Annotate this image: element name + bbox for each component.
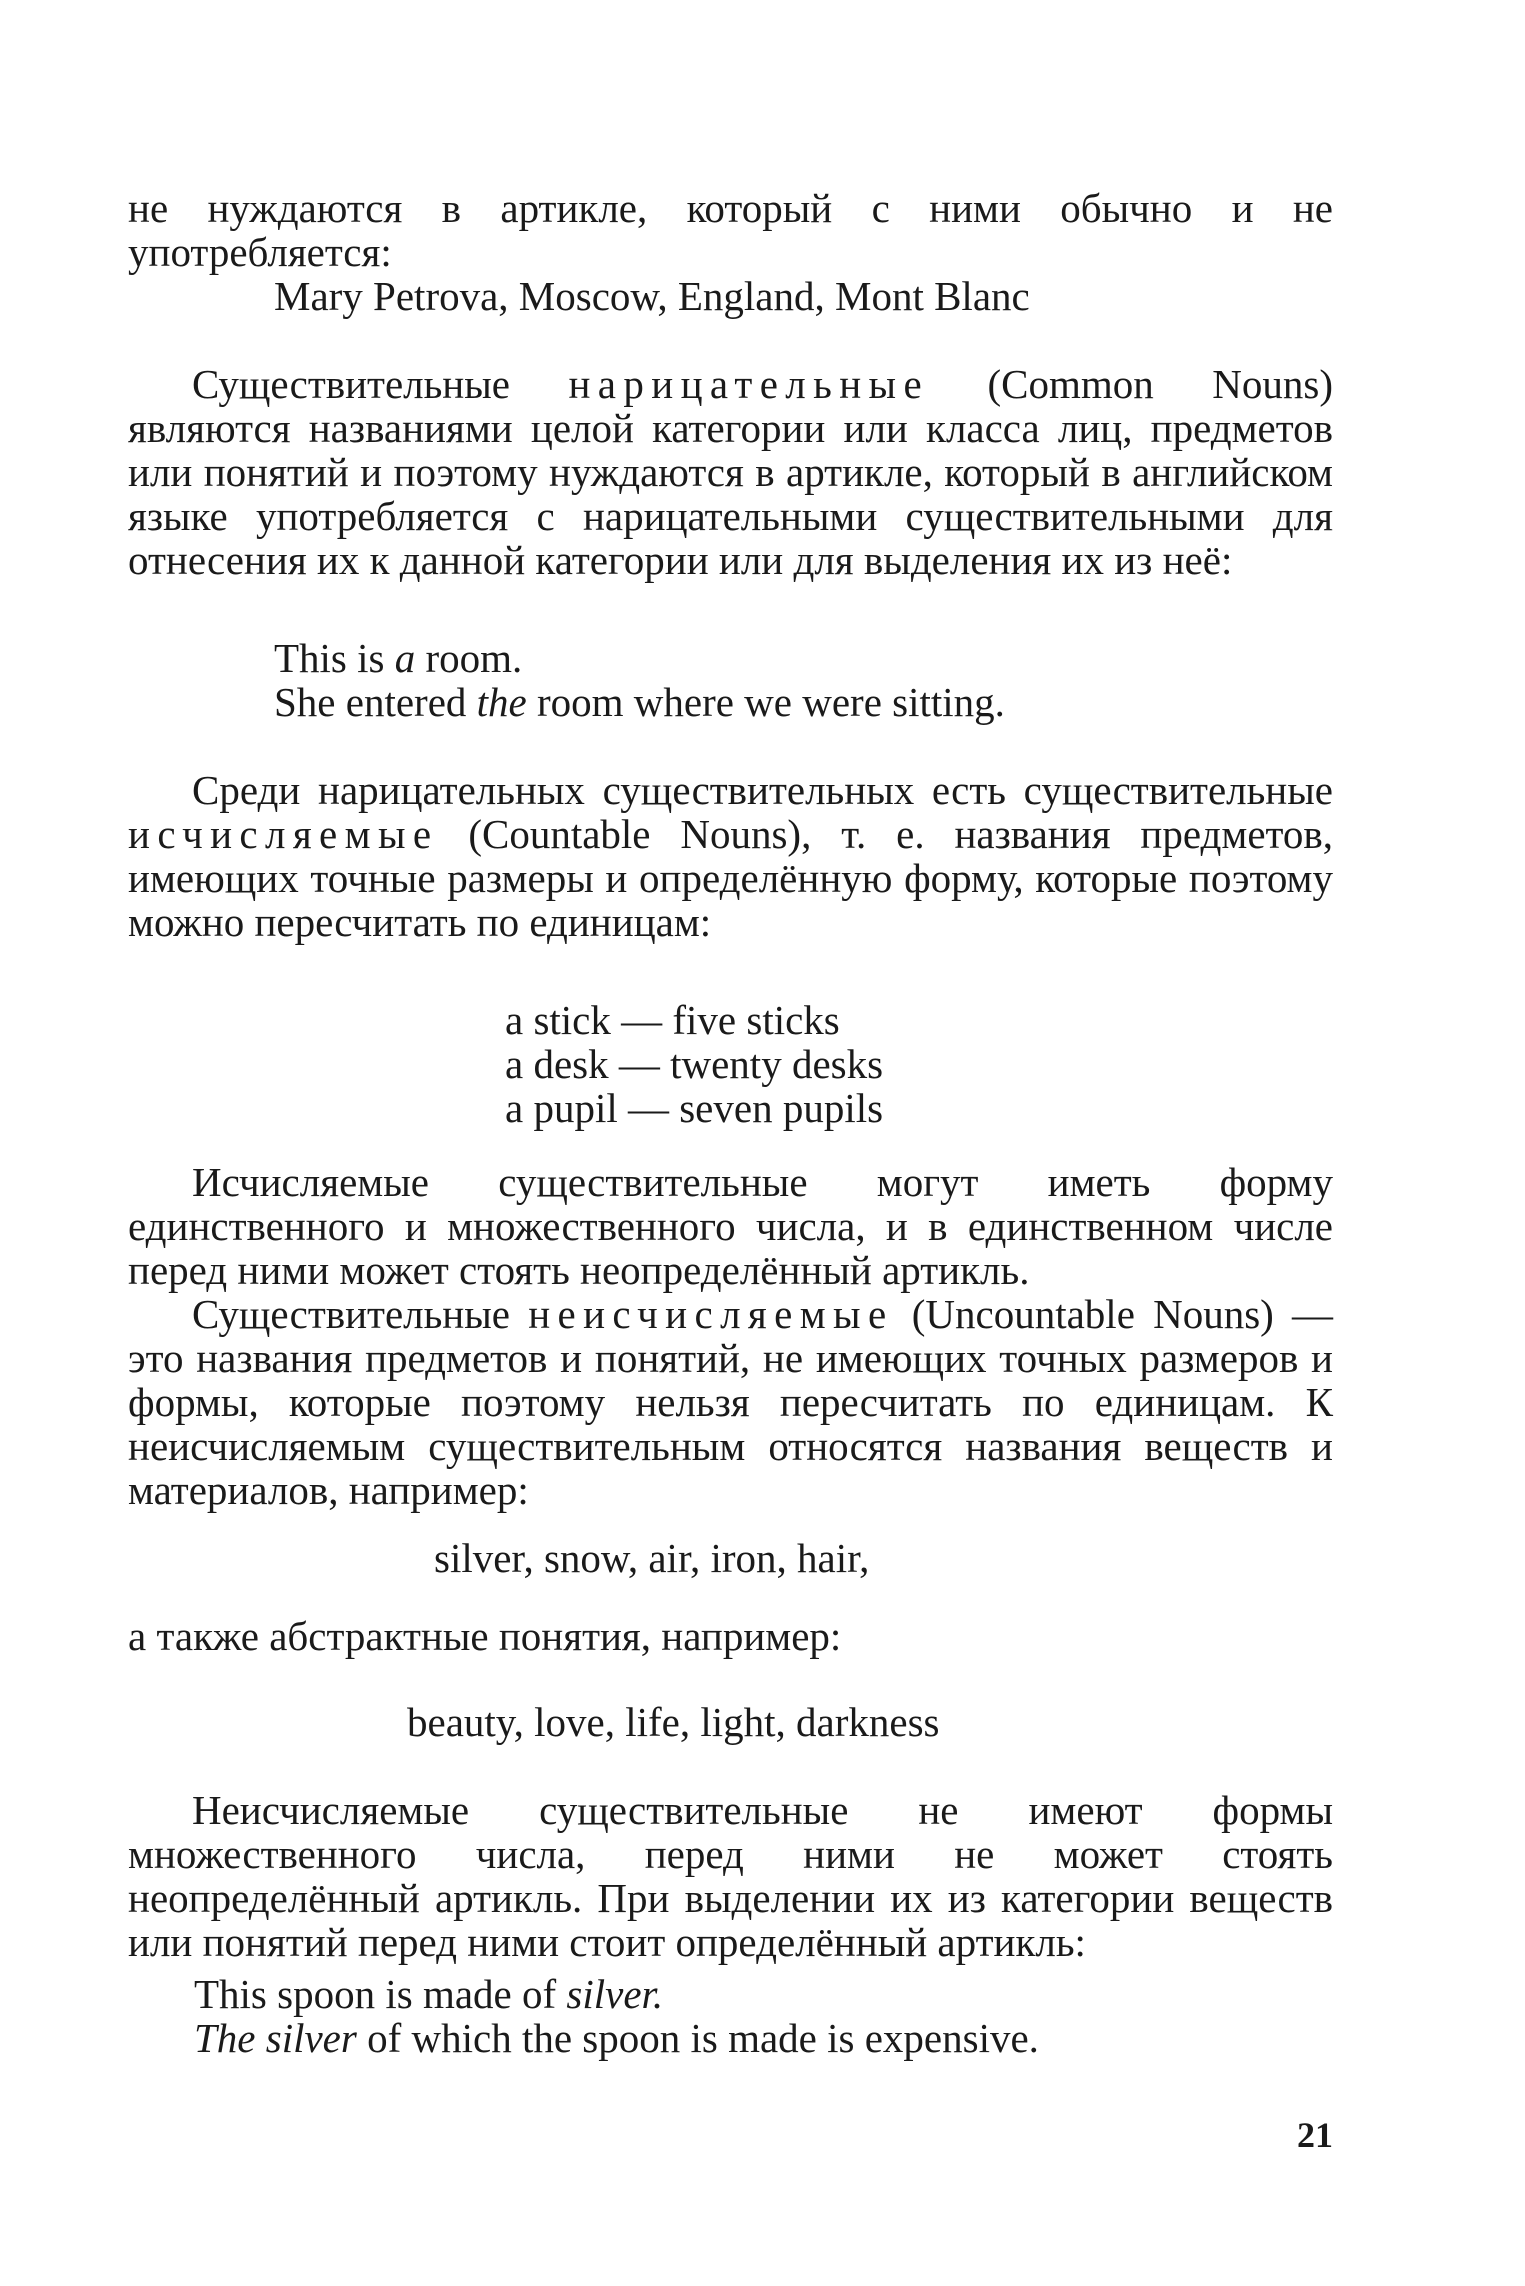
paragraph-abstract-intro: а также абстрактные понятия, например:: [128, 1613, 842, 1659]
example-materials: silver, snow, air, iron, hair,: [434, 1535, 870, 1581]
example-line: a desk — twenty desks: [505, 1041, 884, 1087]
book-page: [128, 0, 1333, 2286]
term-countable: исчисляемые: [128, 811, 439, 857]
page-number: 21: [1297, 2115, 1333, 2155]
example-abstract: beauty, love, life, light, darkness: [407, 1699, 940, 1745]
example-line: She entered the room where we were sitting.: [274, 679, 1005, 725]
term-common: нарицательные: [568, 361, 930, 407]
example-line: a pupil — seven pupils: [505, 1085, 884, 1131]
example-proper-nouns: Mary Petrova, Moscow, England, Mont Blanc: [274, 273, 1030, 319]
example-line: The silver of which the spoon is made is expensive.: [194, 2015, 1039, 2061]
paragraph-uncountable-nouns: Существительные неисчисляемые (Uncountable Nouns) — это названия предметов и понятий, не имеющих точных размеров и формы, которые поэтому нельзя пересчитать по единицам. К неисчисляемым существительным относятся названия веществ и материалов, например:: [128, 1291, 1333, 1513]
example-line: This is a room.: [274, 635, 523, 681]
term-uncountable: неисчисляемые: [528, 1291, 894, 1337]
paragraph-countable-forms: Исчисляемые существительные могут иметь форму единственного и множественного числа, и в единственном числе перед ними может стоять неопределённый артикль.: [128, 1159, 1333, 1293]
example-line: This spoon is made of silver.: [194, 1971, 664, 2017]
paragraph-countable-nouns: Среди нарицательных существительных есть существительные исчисляемые (Countable Nouns), т. е. названия предметов, имеющих точные размеры и определённую форму, которые поэтому можно пересчитать по единицам:: [128, 767, 1333, 945]
paragraph-intro: не нуждаются в артикле, который с ними обычно и не употребляется:: [128, 185, 1333, 275]
paragraph-common-nouns: Существительные нарицательные (Common Nouns) являются названиями целой категории или класса лиц, предметов или понятий и поэтому нуждаются в артикле, который в английском языке употребляется с нарицательными существительными для отнесения их к данной категории или для выделения их из неё:: [128, 361, 1334, 583]
example-line: a stick — five sticks: [505, 997, 840, 1043]
paragraph-uncountable-rules: Неисчисляемые существительные не имеют формы множественного числа, перед ними не может стоять неопределённый артикль. При выделении их из категории веществ или понятий перед ними стоит определённый артикль:: [128, 1787, 1333, 1965]
